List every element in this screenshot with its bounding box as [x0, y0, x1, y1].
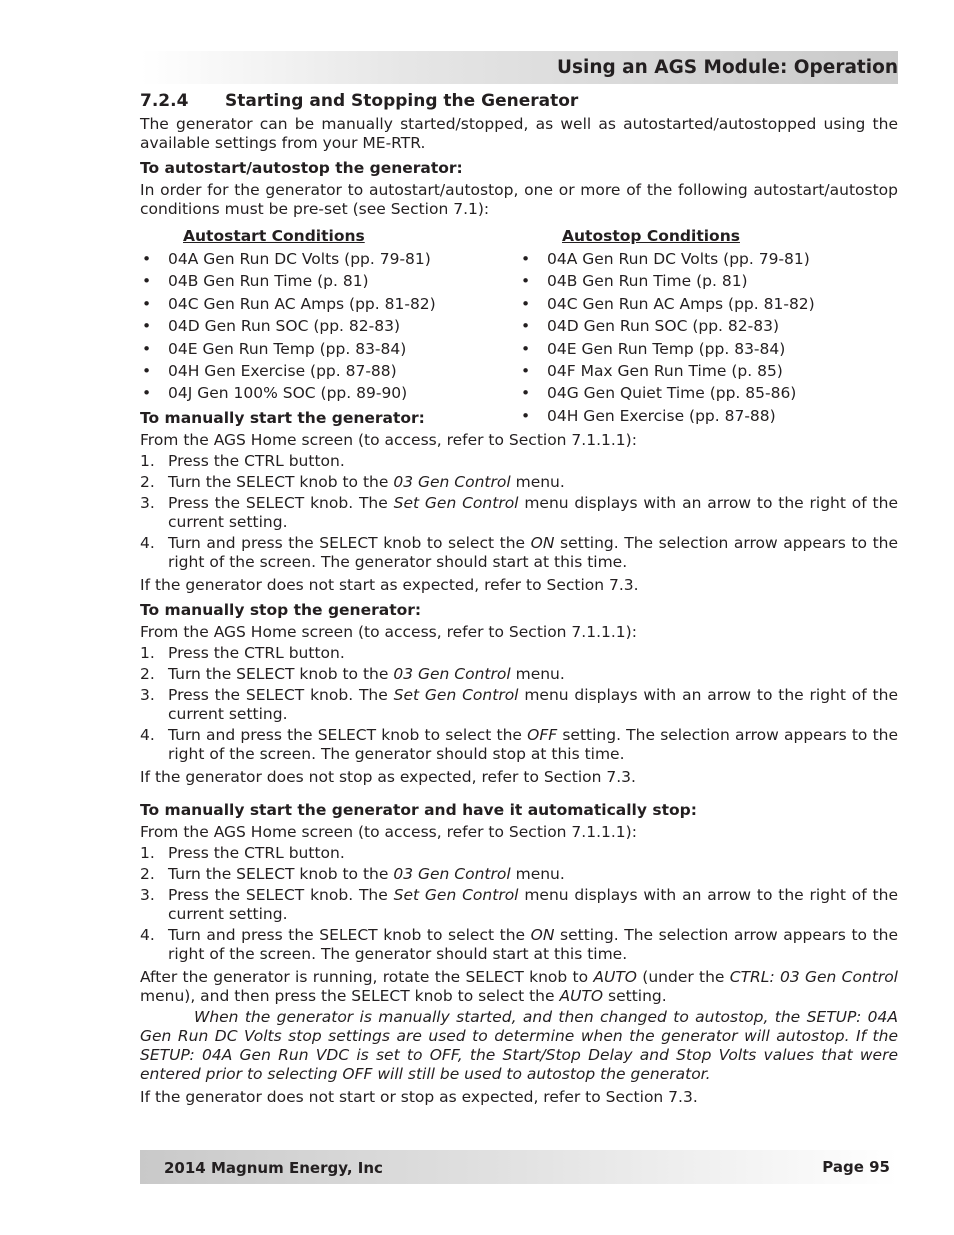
- footer-copyright: 2014 Magnum Energy, Inc: [164, 1159, 383, 1177]
- autostop-conditions-title: Autostop Conditions: [562, 227, 740, 245]
- step-item: 4. Turn and press the SELECT knob to select the ON setting. The selection arrow appears to the right of the screen. The generator should start at this time.: [140, 926, 899, 964]
- manual-auto-lead: From the AGS Home screen (to access, refer to Section 7.1.1.1):: [140, 823, 637, 842]
- manual-auto-after: After the generator is running, rotate the SELECT knob to AUTO (under the CTRL: 03 Gen Control menu), and then press the SELECT knob to select the AUTO setting.: [140, 968, 898, 1006]
- step-item: 4. Turn and press the SELECT knob to select the OFF setting. The selection arrow appears to the right of the screen. The generator should stop at this time.: [140, 726, 899, 764]
- list-item: • 04B Gen Run Time (p. 81): [140, 272, 519, 291]
- section-number: 7.2.4: [140, 91, 189, 111]
- autostart-conditions-title: Autostart Conditions: [183, 227, 365, 245]
- autostart-column: [140, 225, 519, 429]
- step-item: 2. Turn the SELECT knob to the 03 Gen Control menu.: [140, 865, 565, 884]
- step-item: 1. Press the CTRL button.: [140, 452, 345, 471]
- autostart-list: [140, 250, 519, 403]
- page-footer: [140, 1150, 898, 1184]
- manual-auto-heading: To manually start the generator and have it automatically stop:: [140, 801, 697, 820]
- manual-auto-note: When the generator is manually started, and then changed to autostop, the SETUP: 04A Gen Run DC Volts stop settings are used to determine when the generator will autostop. If the SETUP: 04A Gen Run VDC is set to OFF, the Start/Stop Delay and Stop Volts values that were entered prior to selecting OFF will still be used to autostop the generator.: [140, 1008, 898, 1084]
- manual-stop-tail: If the generator does not stop as expected, refer to Section 7.3.: [140, 768, 636, 787]
- page-content: [140, 92, 898, 1113]
- conditions-columns: [140, 225, 898, 429]
- step-item: 1. Press the CTRL button.: [140, 644, 345, 663]
- list-item: • 04B Gen Run Time (p. 81): [519, 272, 898, 291]
- page-number: Page 95: [822, 1158, 890, 1176]
- section-title: Starting and Stopping the Generator: [225, 91, 579, 111]
- autostart-heading: To autostart/autostop the generator:: [140, 159, 463, 177]
- header-title: Using an AGS Module: Operation: [556, 57, 898, 78]
- list-item: • 04F Max Gen Run Time (p. 85): [519, 362, 898, 381]
- list-item: • 04G Gen Quiet Time (pp. 85-86): [519, 384, 898, 403]
- list-item: • 04H Gen Exercise (pp. 87-88): [140, 362, 519, 381]
- list-item: • 04D Gen Run SOC (pp. 82-83): [140, 317, 519, 336]
- manual-stop-lead: From the AGS Home screen (to access, refer to Section 7.1.1.1):: [140, 623, 637, 642]
- step-item: 4. Turn and press the SELECT knob to select the ON setting. The selection arrow appears to the right of the screen. The generator should start at this time.: [140, 534, 899, 572]
- list-item: • 04E Gen Run Temp (pp. 83-84): [519, 340, 898, 359]
- step-item: 2. Turn the SELECT knob to the 03 Gen Control menu.: [140, 473, 565, 492]
- list-item: • 04A Gen Run DC Volts (pp. 79-81): [519, 250, 898, 269]
- step-item: 3. Press the SELECT knob. The Set Gen Control menu displays with an arrow to the right of the current setting.: [140, 686, 898, 724]
- manual-start-tail: If the generator does not start as expected, refer to Section 7.3.: [140, 576, 639, 595]
- manual-auto-tail: If the generator does not start or stop as expected, refer to Section 7.3.: [140, 1088, 698, 1107]
- step-item: 3. Press the SELECT knob. The Set Gen Control menu displays with an arrow to the right of the current setting.: [140, 886, 898, 924]
- section-heading: [140, 92, 898, 111]
- manual-start-steps: [140, 452, 898, 572]
- autostart-text: In order for the generator to autostart/autostop, one or more of the following autostart/autostop conditions must be pre-set (see Section 7.1):: [140, 181, 898, 218]
- manual-start-lead: From the AGS Home screen (to access, refer to Section 7.1.1.1):: [140, 431, 637, 450]
- manual-start-heading: To manually start the generator:: [140, 409, 425, 428]
- autostop-column: [519, 225, 898, 429]
- section-intro: The generator can be manually started/stopped, as well as autostarted/autostopped using the available settings from your ME-RTR.: [140, 115, 898, 152]
- manual-auto-steps: [140, 844, 898, 964]
- list-item: • 04A Gen Run DC Volts (pp. 79-81): [140, 250, 519, 269]
- list-item: • 04C Gen Run AC Amps (pp. 81-82): [519, 295, 898, 314]
- step-item: 2. Turn the SELECT knob to the 03 Gen Control menu.: [140, 665, 565, 684]
- list-item: • 04D Gen Run SOC (pp. 82-83): [519, 317, 898, 336]
- step-item: 1. Press the CTRL button.: [140, 844, 345, 863]
- page-header: [141, 51, 898, 84]
- autostop-list: [519, 250, 898, 426]
- manual-stop-heading: To manually stop the generator:: [140, 601, 422, 620]
- list-item: • 04H Gen Exercise (pp. 87-88): [519, 407, 898, 426]
- list-item: • 04C Gen Run AC Amps (pp. 81-82): [140, 295, 519, 314]
- step-item: 3. Press the SELECT knob. The Set Gen Control menu displays with an arrow to the right of the current setting.: [140, 494, 898, 532]
- list-item: • 04E Gen Run Temp (pp. 83-84): [140, 340, 519, 359]
- list-item: • 04J Gen 100% SOC (pp. 89-90): [140, 384, 519, 403]
- manual-stop-steps: [140, 644, 898, 764]
